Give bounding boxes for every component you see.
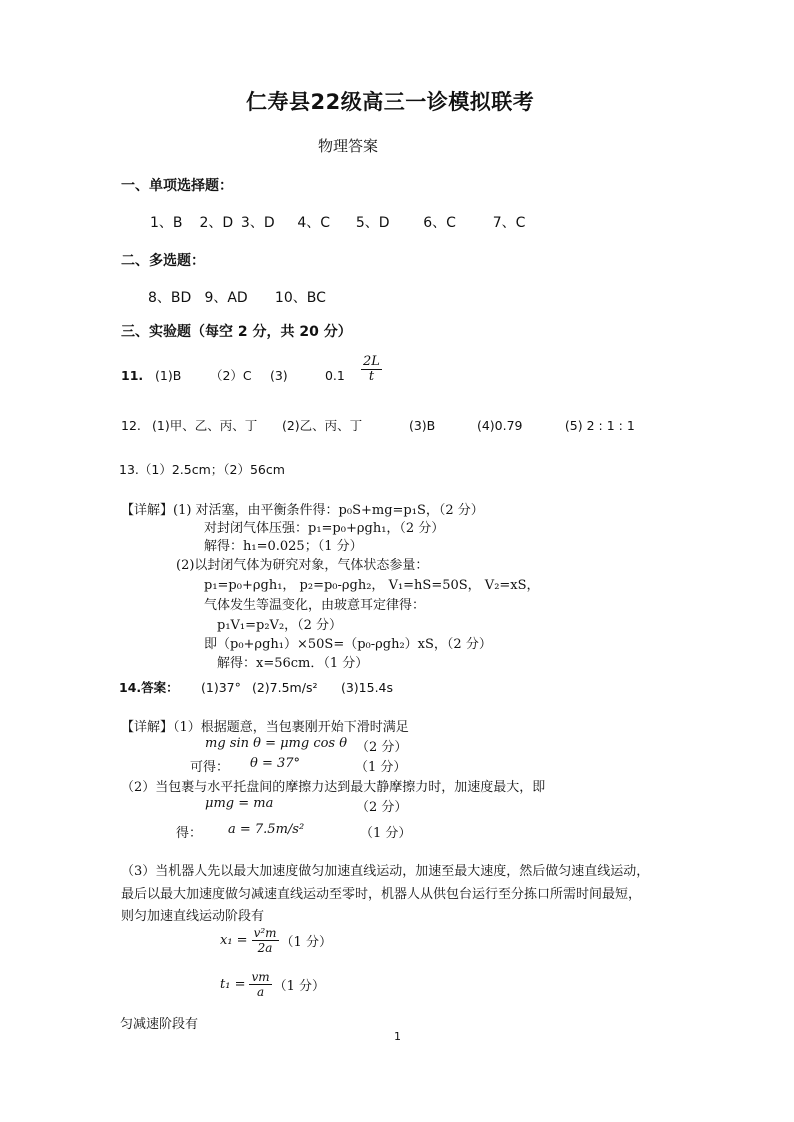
answer-item: 6、C: [423, 215, 456, 231]
q11-row: [121, 366, 345, 384]
q11-label: 11.: [121, 368, 144, 383]
section2-heading: 二、多选题：: [121, 253, 205, 269]
answer-item: 9、AD: [204, 290, 248, 306]
q14-eq4-num: vm: [251, 970, 270, 984]
q14-eq1-points: （2 分）: [356, 740, 408, 755]
page-number: 1: [394, 1030, 401, 1043]
q14-answer-part: (1)37°: [200, 680, 241, 695]
q14-answer-label: 14.答案：: [119, 680, 179, 695]
q13-answer: 13.（1）2.5cm；（2）56cm: [119, 462, 285, 477]
q14-eq3-points: （1 分）: [280, 935, 332, 950]
q11-frac-den: t: [368, 369, 375, 384]
answer-item: 7、C: [492, 215, 526, 231]
q14-eq3-lhs: x₁ =: [220, 933, 248, 948]
q14-eq4-lhs: t₁ =: [220, 977, 246, 992]
q13-detail-line: 解得：h₁=0.025；（1 分）: [204, 539, 363, 554]
q12-part: (5) 2 : 1 : 1: [564, 418, 635, 433]
q11-fraction: [361, 355, 382, 384]
section1-answers: [150, 212, 525, 232]
answer-item: 3、D: [240, 215, 275, 231]
q13-detail-line: 对封闭气体压强：p₁=p₀+ρgh₁，（2 分）: [204, 521, 445, 536]
q13-detail-line: 气体发生等温变化，由玻意耳定律得：: [204, 598, 426, 613]
q14-result1-label: 可得：: [190, 760, 230, 775]
section3-heading: 三、实验题（每空 2 分，共 20 分）: [121, 324, 352, 340]
q14-part2-text: （2）当包裹与水平托盘间的摩擦力达到最大静摩擦力时，加速度最大，即: [121, 780, 546, 795]
q14-eq2: μmg = ma: [205, 796, 274, 811]
q14-eq1: mg sin θ = μmg cos θ: [205, 736, 348, 751]
q14-part3-line: 则匀加速直线运动阶段有: [121, 909, 265, 924]
answer-item: 4、C: [297, 215, 331, 231]
q14-answer-row: [119, 678, 393, 696]
q14-detail-intro: 【详解】（1）根据题意，当包裹刚开始下滑时满足: [121, 720, 409, 735]
q13-detail-line: 解得：x=56cm．（1 分）: [217, 656, 369, 671]
q13-detail-line: (2)以封闭气体为研究对象，气体状态参量：: [176, 558, 429, 573]
q13-detail-line: 【详解】(1) 对活塞，由平衡条件得：p₀S+mg=p₁S，（2 分）: [121, 503, 484, 518]
q11-part: (3): [269, 368, 288, 383]
answer-item: 5、D: [355, 215, 390, 231]
q14-tail: 匀减速阶段有: [120, 1017, 199, 1032]
q14-result2: a = 7.5m/s²: [228, 822, 305, 837]
page-subtitle: 物理答案: [318, 137, 379, 155]
q14-eq3-num: v²m: [253, 926, 277, 940]
q11-part: (1)B: [154, 368, 182, 383]
section1-heading: 一、单项选择题：: [121, 178, 233, 194]
q12-part: (3)B: [408, 418, 436, 433]
q13-detail-line: p₁V₁=p₂V₂，（2 分）: [217, 618, 343, 633]
q12-row: [121, 416, 635, 434]
q14-eq4-points: （1 分）: [273, 979, 326, 994]
q11-frac-num: 2L: [363, 354, 380, 369]
q13-detail-line: p₁=p₀+ρgh₁， p₂=p₀-ρgh₂， V₁=hS=50S， V₂=xS，: [204, 578, 540, 593]
q14-result2-points: （1 分）: [360, 826, 412, 841]
q13-detail-line: 即（p₀+ρgh₁）×50S=（p₀-ρgh₂）xS，（2 分）: [204, 637, 492, 652]
q14-answer-part: (3)15.4s: [340, 680, 394, 695]
q14-eq4: [220, 970, 325, 999]
q14-answer-part: (2)7.5m/s²: [251, 680, 318, 695]
q14-eq3-den: 2a: [257, 941, 273, 955]
q14-eq3: [220, 926, 332, 955]
answer-item: 10、BC: [274, 290, 326, 306]
q12-part: (1)甲、乙、丙、丁: [151, 418, 258, 433]
q14-result1-points: （1 分）: [355, 760, 407, 775]
q14-eq2-points: （2 分）: [356, 800, 408, 815]
page-title: 仁寿县22级高三一诊模拟联考: [246, 90, 535, 114]
answer-item: 1、B: [150, 215, 183, 231]
q14-eq4-den: a: [256, 985, 265, 999]
q12-part: (2)乙、丙、丁: [281, 418, 363, 433]
q14-result2-label: 得：: [176, 826, 203, 841]
q14-part3-line: （3）当机器人先以最大加速度做匀加速直线运动，加速至最大速度，然后做匀速直线运动，: [121, 864, 650, 879]
q14-part3-line: 最后以最大加速度做匀减速直线运动至零时，机器人从供包台运行至分拣口所需时间最短，: [121, 887, 642, 902]
q11-part: 0.1: [324, 368, 345, 383]
q12-part: (4)0.79: [476, 418, 523, 433]
answer-item: 8、BD: [148, 290, 192, 306]
answer-item: 2、D: [199, 215, 234, 231]
q12-label: 12.: [121, 418, 141, 433]
section2-answers: [148, 287, 326, 307]
q14-result1: θ = 37°: [250, 756, 301, 771]
q11-part: （2）C: [209, 368, 252, 383]
